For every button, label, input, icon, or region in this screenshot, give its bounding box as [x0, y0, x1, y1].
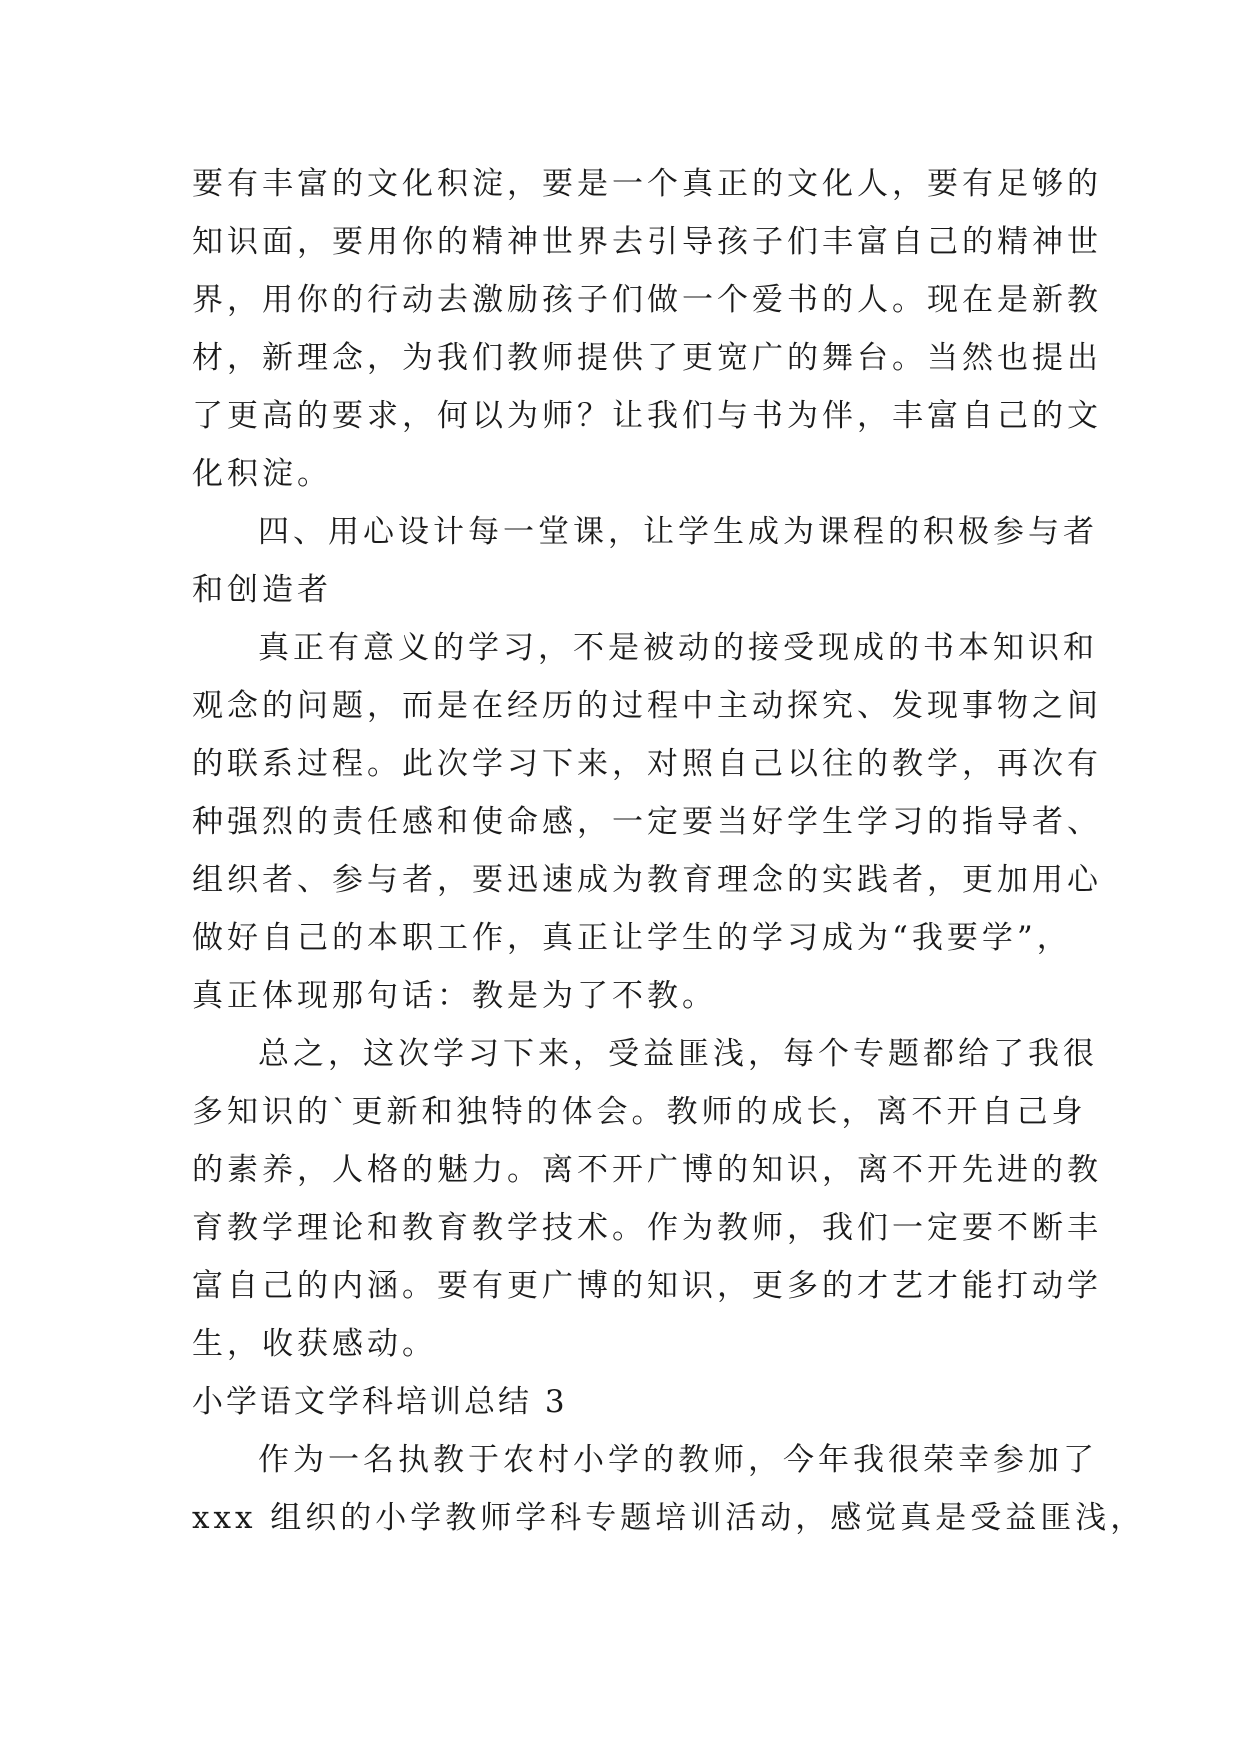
paragraph-summary [192, 1025, 1102, 1373]
text-line: 知识面，要用你的精神世界去引导孩子们丰富自己的精神世 [192, 224, 1102, 260]
paragraph-meaningful-learning [192, 619, 1102, 1025]
text-line: 的联系过程。此次学习下来，对照自己以往的教学，再次有 [192, 746, 1102, 782]
text-line: 观念的问题，而是在经历的过程中主动探究、发现事物之间 [192, 688, 1102, 724]
text-line: 真正体现那句话：教是为了不教。 [192, 978, 717, 1014]
text-line: 组织者、参与者，要迅速成为教育理念的实践者，更加用心 [192, 862, 1102, 898]
text-line: 界，用你的行动去激励孩子们做一个爱书的人。现在是新教 [192, 282, 1102, 318]
text-line: 了更高的要求，何以为师？让我们与书为伴，丰富自己的文 [192, 398, 1102, 434]
paragraph-intro-training [192, 1431, 1146, 1547]
text-line: 要有丰富的文化积淀，要是一个真正的文化人，要有足够的 [192, 166, 1102, 202]
text-line: 和创造者 [192, 572, 332, 608]
text-line: 生，收获感动。 [192, 1326, 437, 1362]
paragraph-heading-four [192, 503, 1098, 619]
text-line: xxx 组织的小学教师学科专题培训活动，感觉真是受益匪浅， [192, 1500, 1146, 1536]
text-line: 材，新理念，为我们教师提供了更宽广的舞台。当然也提出 [192, 340, 1102, 376]
text-line: 作为一名执教于农村小学的教师，今年我很荣幸参加了 [258, 1442, 1098, 1478]
text-line: 育教学理论和教育教学技术。作为教师，我们一定要不断丰 [192, 1210, 1102, 1246]
text-line: 四、用心设计每一堂课，让学生成为课程的积极参与者 [258, 514, 1098, 550]
text-line: 多知识的`更新和独特的体会。教师的成长，离不开自己身 [192, 1094, 1087, 1130]
document-body [192, 155, 1146, 1547]
section-title: 小学语文学科培训总结 3 [192, 1384, 568, 1420]
text-line: 做好自己的本职工作，真正让学生的学习成为“我要学”， [192, 920, 1072, 956]
text-line: 真正有意义的学习，不是被动的接受现成的书本知识和 [258, 630, 1098, 666]
text-line: 种强烈的责任感和使命感，一定要当好学生学习的指导者、 [192, 804, 1102, 840]
text-line: 的素养，人格的魅力。离不开广博的知识，离不开先进的教 [192, 1152, 1102, 1188]
paragraph-culture [192, 155, 1102, 503]
text-line: 总之，这次学习下来，受益匪浅，每个专题都给了我很 [258, 1036, 1098, 1072]
text-line: 富自己的内涵。要有更广博的知识，更多的才艺才能打动学 [192, 1268, 1102, 1304]
text-line: 化积淀。 [192, 456, 332, 492]
